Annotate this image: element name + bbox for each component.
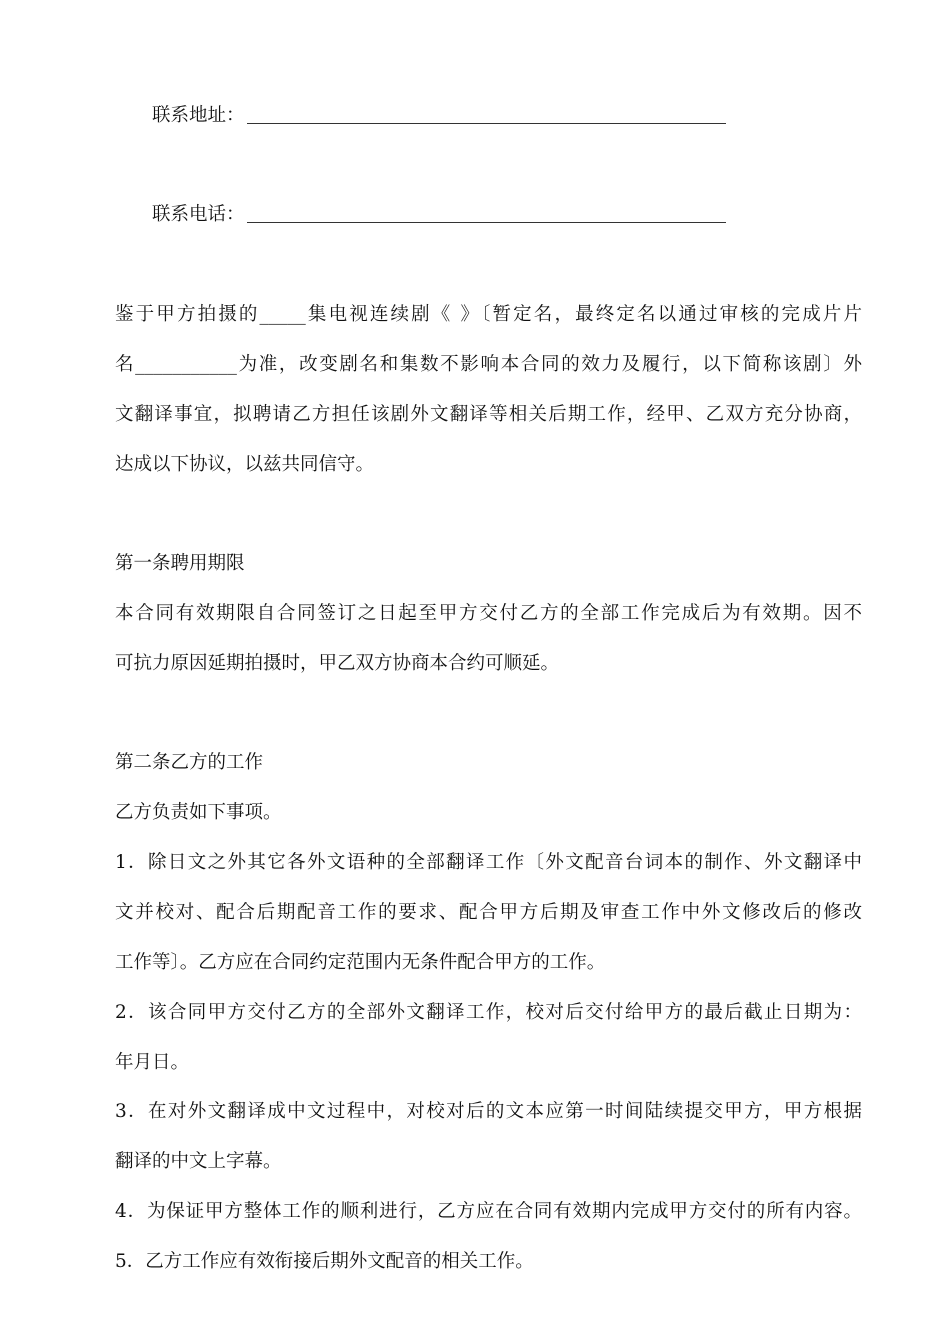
article2-line: 工作等〕。乙方应在合同约定范围内无条件配合甲方的工作。 xyxy=(115,952,606,973)
contact-address-blank xyxy=(247,123,726,124)
article1-line: 本合同有效期限自合同签订之日起至甲方交付乙方的全部工作完成后为有效期。因不 xyxy=(115,603,862,624)
article2-line: 5．乙方工作应有效衔接后期外文配音的相关工作。 xyxy=(115,1251,534,1272)
preamble-line: 达成以下协议，以兹共同信守。 xyxy=(115,454,375,475)
article2-line: 3．在对外文翻译成中文过程中，对校对后的文本应第一时间陆续提交甲方，甲方根据 xyxy=(115,1101,862,1122)
article2-intro: 乙方负责如下事项。 xyxy=(115,802,282,823)
article2-line: 4．为保证甲方整体工作的顺利进行，乙方应在合同有效期内完成甲方交付的所有内容。 xyxy=(115,1201,862,1222)
preamble-line: 鉴于甲方拍摄的_____集电视连续剧《 》〔暂定名，最终定名以通过审核的完成片片 xyxy=(115,304,862,325)
contact-phone-blank xyxy=(247,222,726,223)
article2-line: 翻译的中文上字幕。 xyxy=(115,1151,282,1172)
contact-phone-label: 联系电话： xyxy=(152,204,245,225)
article2-line: 文并校对、配合后期配音工作的要求、配合甲方后期及审查工作中外文修改后的修改 xyxy=(115,902,862,923)
article2-line: 2．该合同甲方交付乙方的全部外文翻译工作，校对后交付给甲方的最后截止日期为： xyxy=(115,1002,862,1023)
article2-line: 1．除日文之外其它各外文语种的全部翻译工作〔外文配音台词本的制作、外文翻译中 xyxy=(115,852,862,873)
preamble-line: 文翻译事宜，拟聘请乙方担任该剧外文翻译等相关后期工作，经甲、乙双方充分协商， xyxy=(115,404,862,425)
article1-line: 可抗力原因延期拍摄时，甲乙双方协商本合约可顺延。 xyxy=(115,653,560,674)
preamble-line: 名___________为准，改变剧名和集数不影响本合同的效力及履行，以下简称该剧〕外 xyxy=(115,354,862,375)
article2-line: 年月日。 xyxy=(115,1052,190,1073)
article2-title: 第二条乙方的工作 xyxy=(115,752,264,773)
contact-address-label: 联系地址： xyxy=(152,105,245,126)
article1-title: 第一条聘用期限 xyxy=(115,553,245,574)
